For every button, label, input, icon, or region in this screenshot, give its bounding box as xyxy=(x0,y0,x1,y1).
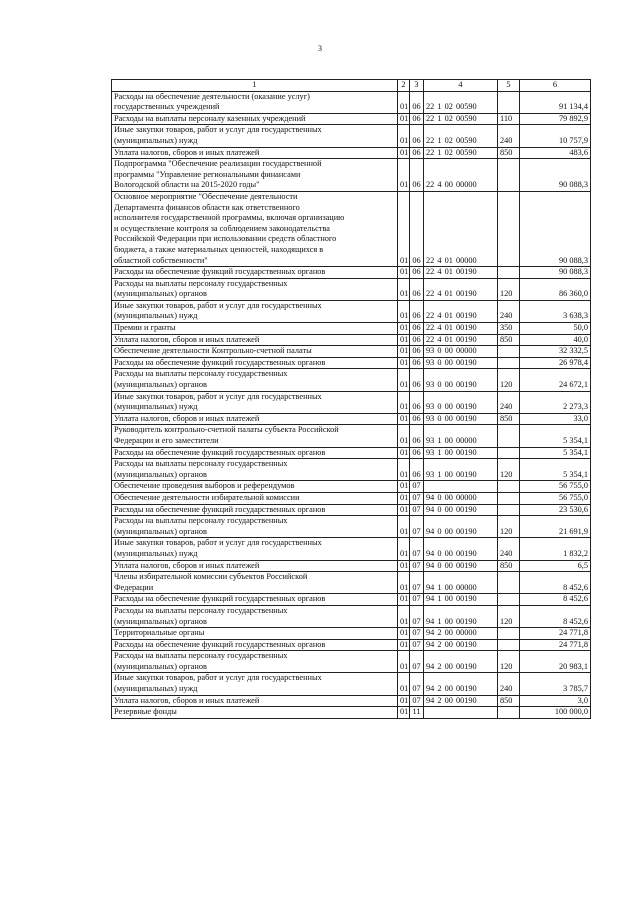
expense-type-cell: 110 xyxy=(498,113,520,125)
subsection-code-cell: 06 xyxy=(410,323,424,335)
target-article-cell: 94 2 00 00190 xyxy=(424,639,498,651)
amount-cell: 24 672,1 xyxy=(520,369,591,391)
column-header: 6 xyxy=(520,80,591,92)
table-row xyxy=(112,628,591,640)
section-code-cell: 01 xyxy=(398,159,410,192)
section-code-cell: 01 xyxy=(398,191,410,266)
amount-cell: 1 832,2 xyxy=(520,538,591,560)
target-article-cell: 93 1 00 00190 xyxy=(424,459,498,481)
subsection-code-cell: 06 xyxy=(410,391,424,413)
expense-type-cell: 850 xyxy=(498,560,520,572)
target-article-cell: 22 4 01 00190 xyxy=(424,267,498,279)
subsection-code-cell: 06 xyxy=(410,267,424,279)
expense-type-cell: 120 xyxy=(498,516,520,538)
subsection-code-cell: 06 xyxy=(410,459,424,481)
target-article-cell: 94 0 00 00000 xyxy=(424,492,498,504)
row-name-cell: Расходы на выплаты персоналу государственных (муниципальных) органов xyxy=(112,651,398,673)
target-article-cell: 93 0 00 00190 xyxy=(424,369,498,391)
target-article-cell: 22 1 02 00590 xyxy=(424,113,498,125)
subsection-code-cell: 07 xyxy=(410,572,424,594)
column-header: 5 xyxy=(498,80,520,92)
row-name-cell: Иные закупки товаров, работ и услуг для государственных (муниципальных) нужд xyxy=(112,391,398,413)
expense-type-cell: 120 xyxy=(498,459,520,481)
target-article-cell: 93 0 00 00000 xyxy=(424,346,498,358)
section-code-cell: 01 xyxy=(398,492,410,504)
section-code-cell: 01 xyxy=(398,538,410,560)
subsection-code-cell: 07 xyxy=(410,628,424,640)
target-article-cell: 94 1 00 00190 xyxy=(424,605,498,627)
expense-type-cell xyxy=(498,267,520,279)
amount-cell: 3,0 xyxy=(520,695,591,707)
amount-cell: 86 360,0 xyxy=(520,278,591,300)
subsection-code-cell: 07 xyxy=(410,594,424,606)
section-code-cell: 01 xyxy=(398,572,410,594)
target-article-cell: 94 0 00 00190 xyxy=(424,538,498,560)
target-article-cell: 93 0 00 00190 xyxy=(424,357,498,369)
section-code-cell: 01 xyxy=(398,323,410,335)
subsection-code-cell: 06 xyxy=(410,357,424,369)
column-header: 2 xyxy=(398,80,410,92)
target-article-cell: 94 0 00 00190 xyxy=(424,504,498,516)
expense-type-cell: 850 xyxy=(498,695,520,707)
target-article-cell: 93 0 00 00190 xyxy=(424,391,498,413)
row-name-cell: Премии и гранты xyxy=(112,323,398,335)
expense-type-cell xyxy=(498,357,520,369)
section-code-cell: 01 xyxy=(398,594,410,606)
row-name-cell: Уплата налогов, сборов и иных платежей xyxy=(112,560,398,572)
section-code-cell: 01 xyxy=(398,278,410,300)
target-article-cell: 22 4 01 00190 xyxy=(424,334,498,346)
table-row xyxy=(112,447,591,459)
column-header: 4 xyxy=(424,80,498,92)
amount-cell: 100 000,0 xyxy=(520,707,591,719)
row-name-cell: Обеспечение деятельности избирательной комиссии xyxy=(112,492,398,504)
subsection-code-cell: 06 xyxy=(410,91,424,113)
target-article-cell xyxy=(424,707,498,719)
section-code-cell: 01 xyxy=(398,357,410,369)
expense-type-cell xyxy=(498,91,520,113)
expense-type-cell: 850 xyxy=(498,147,520,159)
expense-type-cell xyxy=(498,346,520,358)
amount-cell: 24 771,8 xyxy=(520,639,591,651)
amount-cell: 5 354,1 xyxy=(520,459,591,481)
section-code-cell: 01 xyxy=(398,459,410,481)
subsection-code-cell: 07 xyxy=(410,538,424,560)
table-row xyxy=(112,673,591,695)
amount-cell: 56 755,0 xyxy=(520,481,591,493)
table-row xyxy=(112,425,591,447)
budget-table xyxy=(111,79,591,719)
row-name-cell: Основное мероприятие "Обеспечение деятельности Департамента финансов области как ответственного исполнителя государственной программы, включая организацию и осуществление контроля за соблюдением законодательства Российской Федерации при использовании средств областного бюджета, а также материальных ценностей, находящихся в областной собственности" xyxy=(112,191,398,266)
amount-cell: 483,6 xyxy=(520,147,591,159)
row-name-cell: Резервные фонды xyxy=(112,707,398,719)
section-code-cell: 01 xyxy=(398,628,410,640)
target-article-cell: 93 0 00 00190 xyxy=(424,413,498,425)
table-row xyxy=(112,459,591,481)
amount-cell: 40,0 xyxy=(520,334,591,346)
target-article-cell: 93 1 00 00000 xyxy=(424,425,498,447)
table-row xyxy=(112,560,591,572)
amount-cell: 20 983,1 xyxy=(520,651,591,673)
table-row xyxy=(112,639,591,651)
row-name-cell: Уплата налогов, сборов и иных платежей xyxy=(112,695,398,707)
target-article-cell: 22 1 02 00590 xyxy=(424,147,498,159)
expense-type-cell xyxy=(498,572,520,594)
subsection-code-cell: 06 xyxy=(410,125,424,147)
section-code-cell: 01 xyxy=(398,516,410,538)
row-name-cell: Руководитель контрольно-счетной палаты субъекта Российской Федерации и его заместители xyxy=(112,425,398,447)
table-row xyxy=(112,605,591,627)
expense-type-cell xyxy=(498,447,520,459)
amount-cell: 90 088,3 xyxy=(520,267,591,279)
table-row xyxy=(112,267,591,279)
target-article-cell: 94 1 00 00190 xyxy=(424,594,498,606)
column-header: 3 xyxy=(410,80,424,92)
row-name-cell: Иные закупки товаров, работ и услуг для государственных (муниципальных) нужд xyxy=(112,538,398,560)
expense-type-cell xyxy=(498,628,520,640)
row-name-cell: Расходы на обеспечение функций государственных органов xyxy=(112,447,398,459)
expense-type-cell: 240 xyxy=(498,538,520,560)
section-code-cell: 01 xyxy=(398,695,410,707)
amount-cell: 5 354,1 xyxy=(520,425,591,447)
row-name-cell: Расходы на выплаты персоналу казенных учреждений xyxy=(112,113,398,125)
row-name-cell: Иные закупки товаров, работ и услуг для государственных (муниципальных) нужд xyxy=(112,300,398,322)
table-row xyxy=(112,159,591,192)
row-name-cell: Члены избирательной комиссии субъектов Российской Федерации xyxy=(112,572,398,594)
amount-cell: 3 638,3 xyxy=(520,300,591,322)
expense-type-cell: 240 xyxy=(498,391,520,413)
table-row xyxy=(112,481,591,493)
row-name-cell: Уплата налогов, сборов и иных платежей xyxy=(112,147,398,159)
expense-type-cell: 240 xyxy=(498,673,520,695)
target-article-cell: 94 2 00 00190 xyxy=(424,651,498,673)
subsection-code-cell: 06 xyxy=(410,346,424,358)
subsection-code-cell: 06 xyxy=(410,278,424,300)
expense-type-cell: 240 xyxy=(498,300,520,322)
section-code-cell: 01 xyxy=(398,639,410,651)
row-name-cell: Расходы на обеспечение деятельности (оказание услуг) государственных учреждений xyxy=(112,91,398,113)
expense-type-cell xyxy=(498,594,520,606)
section-code-cell: 01 xyxy=(398,113,410,125)
table-row xyxy=(112,538,591,560)
row-name-cell: Уплата налогов, сборов и иных платежей xyxy=(112,413,398,425)
target-article-cell: 94 2 00 00190 xyxy=(424,695,498,707)
amount-cell: 3 785,7 xyxy=(520,673,591,695)
table-row xyxy=(112,300,591,322)
row-name-cell: Расходы на выплаты персоналу государственных (муниципальных) органов xyxy=(112,459,398,481)
section-code-cell: 01 xyxy=(398,447,410,459)
row-name-cell: Иные закупки товаров, работ и услуг для государственных (муниципальных) нужд xyxy=(112,125,398,147)
amount-cell: 5 354,1 xyxy=(520,447,591,459)
expense-type-cell: 850 xyxy=(498,413,520,425)
target-article-cell: 93 1 00 00190 xyxy=(424,447,498,459)
row-name-cell: Расходы на обеспечение функций государственных органов xyxy=(112,594,398,606)
section-code-cell: 01 xyxy=(398,91,410,113)
page-number: 3 xyxy=(318,44,322,53)
subsection-code-cell: 06 xyxy=(410,147,424,159)
subsection-code-cell: 06 xyxy=(410,447,424,459)
row-name-cell: Расходы на обеспечение функций государственных органов xyxy=(112,267,398,279)
table-row xyxy=(112,323,591,335)
row-name-cell: Подпрограмма "Обеспечение реализации государственной программы "Управление региональными финансами Вологодской области на 2015-2020 годы" xyxy=(112,159,398,192)
table-row xyxy=(112,504,591,516)
target-article-cell: 22 4 01 00000 xyxy=(424,191,498,266)
section-code-cell: 01 xyxy=(398,147,410,159)
target-article-cell: 94 2 00 00190 xyxy=(424,673,498,695)
subsection-code-cell: 06 xyxy=(410,369,424,391)
row-name-cell: Расходы на выплаты персоналу государственных (муниципальных) органов xyxy=(112,516,398,538)
subsection-code-cell: 07 xyxy=(410,504,424,516)
subsection-code-cell: 07 xyxy=(410,639,424,651)
amount-cell: 21 691,9 xyxy=(520,516,591,538)
expense-type-cell: 350 xyxy=(498,323,520,335)
expense-type-cell: 120 xyxy=(498,278,520,300)
expense-type-cell xyxy=(498,492,520,504)
subsection-code-cell: 07 xyxy=(410,605,424,627)
subsection-code-cell: 06 xyxy=(410,413,424,425)
amount-cell: 26 978,4 xyxy=(520,357,591,369)
subsection-code-cell: 07 xyxy=(410,673,424,695)
target-article-cell: 94 0 00 00190 xyxy=(424,560,498,572)
expense-type-cell xyxy=(498,159,520,192)
row-name-cell: Расходы на обеспечение функций государственных органов xyxy=(112,504,398,516)
expense-type-cell xyxy=(498,707,520,719)
target-article-cell: 22 1 02 00590 xyxy=(424,125,498,147)
subsection-code-cell: 07 xyxy=(410,492,424,504)
target-article-cell: 22 1 02 00590 xyxy=(424,91,498,113)
amount-cell: 2 273,3 xyxy=(520,391,591,413)
subsection-code-cell: 11 xyxy=(410,707,424,719)
subsection-code-cell: 07 xyxy=(410,560,424,572)
table-row xyxy=(112,572,591,594)
amount-cell: 6,5 xyxy=(520,560,591,572)
section-code-cell: 01 xyxy=(398,346,410,358)
subsection-code-cell: 06 xyxy=(410,159,424,192)
table-row xyxy=(112,278,591,300)
subsection-code-cell: 06 xyxy=(410,334,424,346)
target-article-cell xyxy=(424,481,498,493)
table-row xyxy=(112,334,591,346)
section-code-cell: 01 xyxy=(398,369,410,391)
subsection-code-cell: 07 xyxy=(410,695,424,707)
table-row xyxy=(112,191,591,266)
section-code-cell: 01 xyxy=(398,504,410,516)
table-row xyxy=(112,492,591,504)
subsection-code-cell: 07 xyxy=(410,481,424,493)
expense-type-cell: 120 xyxy=(498,369,520,391)
subsection-code-cell: 07 xyxy=(410,651,424,673)
table-row xyxy=(112,651,591,673)
amount-cell: 91 134,4 xyxy=(520,91,591,113)
amount-cell: 8 452,6 xyxy=(520,605,591,627)
amount-cell: 50,0 xyxy=(520,323,591,335)
expense-type-cell: 120 xyxy=(498,605,520,627)
section-code-cell: 01 xyxy=(398,560,410,572)
amount-cell: 90 088,3 xyxy=(520,191,591,266)
table-row xyxy=(112,357,591,369)
expense-type-cell xyxy=(498,639,520,651)
amount-cell: 79 892,9 xyxy=(520,113,591,125)
table-row xyxy=(112,91,591,113)
subsection-code-cell: 06 xyxy=(410,300,424,322)
table-row xyxy=(112,695,591,707)
section-code-cell: 01 xyxy=(398,125,410,147)
row-name-cell: Расходы на выплаты персоналу государственных (муниципальных) органов xyxy=(112,278,398,300)
section-code-cell: 01 xyxy=(398,605,410,627)
subsection-code-cell: 06 xyxy=(410,191,424,266)
section-code-cell: 01 xyxy=(398,425,410,447)
amount-cell: 56 755,0 xyxy=(520,492,591,504)
table-row xyxy=(112,516,591,538)
row-name-cell: Обеспечение деятельности Контрольно-счетной палаты xyxy=(112,346,398,358)
expense-type-cell: 120 xyxy=(498,651,520,673)
table-row xyxy=(112,707,591,719)
section-code-cell: 01 xyxy=(398,651,410,673)
target-article-cell: 22 4 01 00190 xyxy=(424,300,498,322)
table-row xyxy=(112,346,591,358)
target-article-cell: 22 4 01 00190 xyxy=(424,323,498,335)
subsection-code-cell: 07 xyxy=(410,516,424,538)
row-name-cell: Расходы на выплаты персоналу государственных (муниципальных) органов xyxy=(112,605,398,627)
table-row xyxy=(112,125,591,147)
row-name-cell: Обеспечение проведения выборов и референдумов xyxy=(112,481,398,493)
row-name-cell: Уплата налогов, сборов и иных платежей xyxy=(112,334,398,346)
expense-type-cell: 240 xyxy=(498,125,520,147)
row-name-cell: Расходы на обеспечение функций государственных органов xyxy=(112,357,398,369)
section-code-cell: 01 xyxy=(398,334,410,346)
table-body xyxy=(112,91,591,718)
amount-cell: 10 757,9 xyxy=(520,125,591,147)
table-row xyxy=(112,594,591,606)
table-row xyxy=(112,113,591,125)
row-name-cell: Территориальные органы xyxy=(112,628,398,640)
section-code-cell: 01 xyxy=(398,267,410,279)
table-row xyxy=(112,391,591,413)
section-code-cell: 01 xyxy=(398,673,410,695)
row-name-cell: Иные закупки товаров, работ и услуг для государственных (муниципальных) нужд xyxy=(112,673,398,695)
amount-cell: 33,0 xyxy=(520,413,591,425)
target-article-cell: 22 4 00 00000 xyxy=(424,159,498,192)
subsection-code-cell: 06 xyxy=(410,113,424,125)
expense-type-cell xyxy=(498,481,520,493)
expense-type-cell xyxy=(498,504,520,516)
subsection-code-cell: 06 xyxy=(410,425,424,447)
section-code-cell: 01 xyxy=(398,391,410,413)
amount-cell: 8 452,6 xyxy=(520,572,591,594)
table-row xyxy=(112,369,591,391)
section-code-cell: 01 xyxy=(398,300,410,322)
expense-type-cell xyxy=(498,191,520,266)
table-header-row xyxy=(112,80,591,92)
target-article-cell: 94 1 00 00000 xyxy=(424,572,498,594)
target-article-cell: 94 2 00 00000 xyxy=(424,628,498,640)
amount-cell: 24 771,8 xyxy=(520,628,591,640)
section-code-cell: 01 xyxy=(398,413,410,425)
column-header: 1 xyxy=(112,80,398,92)
amount-cell: 8 452,6 xyxy=(520,594,591,606)
target-article-cell: 22 4 01 00190 xyxy=(424,278,498,300)
table-row xyxy=(112,147,591,159)
row-name-cell: Расходы на обеспечение функций государственных органов xyxy=(112,639,398,651)
amount-cell: 90 088,3 xyxy=(520,159,591,192)
expense-type-cell: 850 xyxy=(498,334,520,346)
table-row xyxy=(112,413,591,425)
amount-cell: 32 332,5 xyxy=(520,346,591,358)
amount-cell: 23 530,6 xyxy=(520,504,591,516)
expense-type-cell xyxy=(498,425,520,447)
target-article-cell: 94 0 00 00190 xyxy=(424,516,498,538)
row-name-cell: Расходы на выплаты персоналу государственных (муниципальных) органов xyxy=(112,369,398,391)
section-code-cell: 01 xyxy=(398,481,410,493)
section-code-cell: 01 xyxy=(398,707,410,719)
